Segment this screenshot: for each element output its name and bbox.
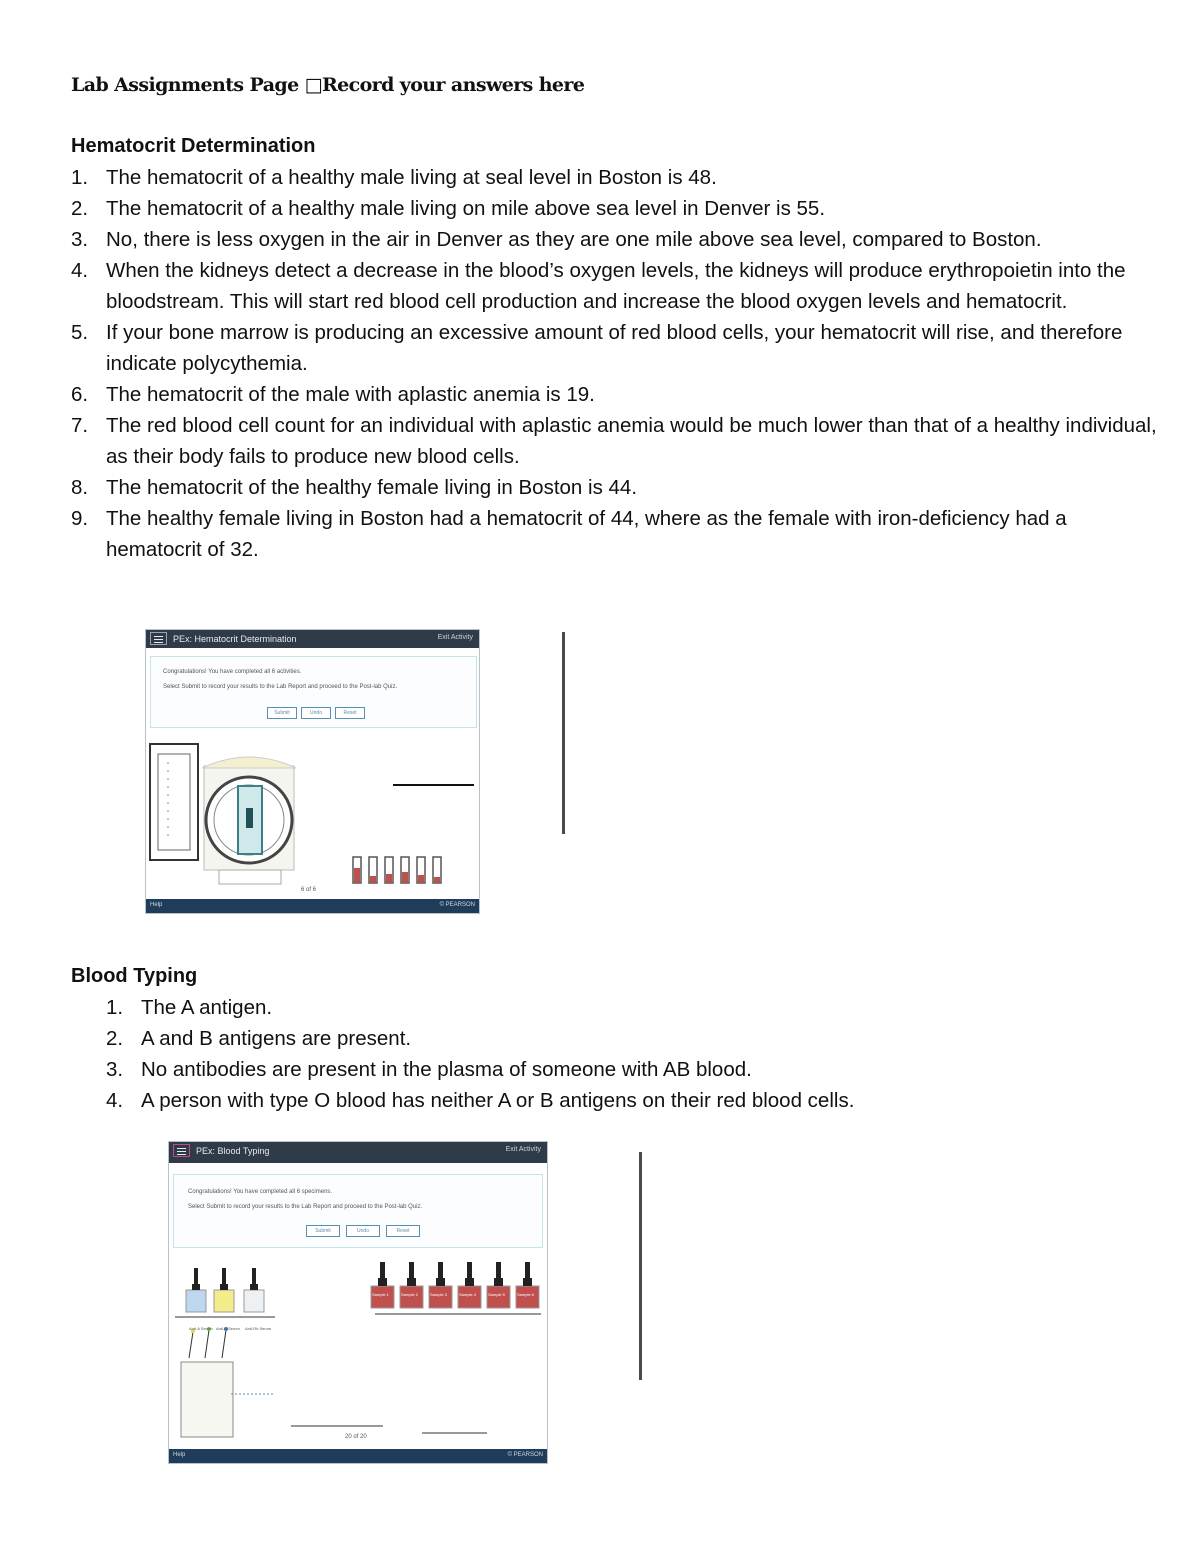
answer-text: No, there is less oxygen in the air in Denver as they are one mile above sea level, compared to Boston. bbox=[106, 228, 1042, 251]
hematocrit-answer-list bbox=[71, 162, 1166, 565]
answer-text: The red blood cell count for an individual with aplastic anemia would be much lower than that of a healthy individual, as their body fails to produce new blood cells. bbox=[106, 414, 1157, 468]
serum-dropper-bottles bbox=[175, 1268, 275, 1317]
help-label: Help bbox=[173, 1452, 186, 1458]
answer-number: 3. bbox=[106, 1058, 124, 1081]
sample-label: Sample 5 bbox=[488, 1292, 505, 1297]
answer-item bbox=[71, 503, 1166, 565]
answer-number: 3. bbox=[71, 228, 89, 251]
message-line-2: Select Submit to record your results to the Lab Report and proceed to the Post-lab Quiz. bbox=[163, 684, 398, 690]
answer-text: The healthy female living in Boston had a hematocrit of 44, where as the female with iron-deficiency had a hematocrit of 32. bbox=[106, 507, 1067, 561]
answer-number: 4. bbox=[106, 1089, 124, 1112]
exit-activity-label: Exit Activity bbox=[437, 634, 473, 641]
answer-text: The hematocrit of the male with aplastic anemia is 19. bbox=[106, 383, 595, 406]
answer-text: The hematocrit of the healthy female living in Boston is 44. bbox=[106, 476, 638, 499]
sample-tubes bbox=[353, 857, 441, 883]
progress-label: 20 of 20 bbox=[345, 1434, 367, 1440]
answer-number: 4. bbox=[71, 259, 89, 282]
answer-text: If your bone marrow is producing an excessive amount of red blood cells, your hematocrit will rise, and therefore indicate polycythemia. bbox=[106, 321, 1123, 375]
answer-item bbox=[106, 992, 1141, 1023]
sample-label: Sample 1 bbox=[372, 1292, 389, 1297]
message-line-2: Select Submit to record your results to the Lab Report and proceed to the Post-lab Quiz. bbox=[188, 1204, 423, 1210]
answer-item bbox=[106, 1054, 1141, 1085]
answer-number: 8. bbox=[71, 476, 89, 499]
sample-bottles bbox=[371, 1262, 541, 1314]
answer-text: A and B antigens are present. bbox=[141, 1027, 412, 1050]
serum-label-b: Anti-B Serum bbox=[216, 1326, 240, 1331]
sample-label: Sample 4 bbox=[459, 1292, 476, 1297]
answer-text: The hematocrit of a healthy male living on mile above sea level in Denver is 55. bbox=[106, 197, 826, 220]
answer-number: 9. bbox=[71, 507, 89, 530]
message-panel bbox=[173, 1174, 543, 1248]
app-footer bbox=[146, 899, 479, 913]
reset-button: Reset bbox=[386, 1225, 420, 1237]
app-footer bbox=[169, 1449, 547, 1463]
message-line-1: Congratulations! You have completed all 6 specimens. bbox=[188, 1189, 333, 1195]
stirring-sticks bbox=[189, 1327, 228, 1358]
answer-item bbox=[71, 317, 1166, 379]
answer-item bbox=[71, 224, 1166, 255]
serum-label-rh: Anti-Rh Serum bbox=[245, 1326, 272, 1331]
hematocrit-simulation-screenshot bbox=[145, 629, 480, 914]
answer-item bbox=[106, 1085, 1141, 1116]
progress-label: 6 of 6 bbox=[301, 887, 317, 893]
exit-activity-label: Exit Activity bbox=[505, 1146, 541, 1153]
app-bar bbox=[146, 630, 479, 648]
answer-text: No antibodies are present in the plasma of someone with AB blood. bbox=[141, 1058, 752, 1081]
answer-item bbox=[71, 193, 1166, 224]
menu-icon bbox=[173, 1144, 190, 1157]
answer-number: 2. bbox=[106, 1027, 124, 1050]
answer-item bbox=[106, 1023, 1141, 1054]
answer-number: 1. bbox=[71, 166, 89, 189]
answer-item bbox=[71, 162, 1166, 193]
answer-text: The A antigen. bbox=[141, 996, 273, 1019]
message-panel bbox=[150, 656, 477, 728]
answer-item bbox=[71, 255, 1166, 317]
answer-item bbox=[71, 379, 1166, 410]
answer-number: 5. bbox=[71, 321, 89, 344]
answer-number: 1. bbox=[106, 996, 124, 1019]
blood-typing-simulation-screenshot bbox=[168, 1141, 548, 1464]
blood-typing-answer-list bbox=[106, 992, 1141, 1116]
answer-item bbox=[71, 410, 1166, 472]
answer-number: 6. bbox=[71, 383, 89, 406]
submit-button: Submit bbox=[306, 1225, 340, 1237]
app-title: PEx: Blood Typing bbox=[196, 1146, 270, 1156]
serum-label-a: Anti-A Serum bbox=[189, 1326, 213, 1331]
vertical-rule bbox=[639, 1152, 642, 1380]
answer-text: When the kidneys detect a decrease in the blood’s oxygen levels, the kidneys will produce erythropoietin into the bloodstream. This will start red blood cell production and increase the blood oxygen levels and hematocrit. bbox=[106, 259, 1126, 313]
answer-text: A person with type O blood has neither A or B antigens on their red blood cells. bbox=[141, 1089, 855, 1112]
section-title-blood-typing: Blood Typing bbox=[71, 965, 198, 987]
blood-typing-apparatus bbox=[169, 1254, 547, 1444]
typing-slide bbox=[181, 1362, 233, 1437]
reset-button: Reset bbox=[335, 707, 365, 719]
app-bar bbox=[169, 1142, 547, 1163]
page-title: Lab Assignments Page □Record your answers here bbox=[71, 74, 585, 96]
section-title-hematocrit: Hematocrit Determination bbox=[71, 135, 316, 157]
sample-label: Sample 6 bbox=[517, 1292, 534, 1297]
undo-button: Undo bbox=[346, 1225, 380, 1237]
publisher-label: © PEARSON bbox=[507, 1452, 543, 1458]
sample-label: Sample 3 bbox=[430, 1292, 447, 1297]
submit-button: Submit bbox=[267, 707, 297, 719]
publisher-label: © PEARSON bbox=[439, 902, 475, 908]
answer-text: The hematocrit of a healthy male living at seal level in Boston is 48. bbox=[106, 166, 717, 189]
answer-number: 7. bbox=[71, 414, 89, 437]
undo-button: Undo bbox=[301, 707, 331, 719]
message-line-1: Congratulations! You have completed all 6 activities. bbox=[163, 669, 302, 675]
answer-number: 2. bbox=[71, 197, 89, 220]
hematocrit-apparatus bbox=[146, 740, 479, 900]
sample-label: Sample 2 bbox=[401, 1292, 418, 1297]
vertical-rule bbox=[562, 632, 565, 834]
app-title: PEx: Hematocrit Determination bbox=[173, 634, 297, 644]
menu-icon bbox=[150, 632, 167, 645]
help-label: Help bbox=[150, 902, 163, 908]
answer-item bbox=[71, 472, 1166, 503]
